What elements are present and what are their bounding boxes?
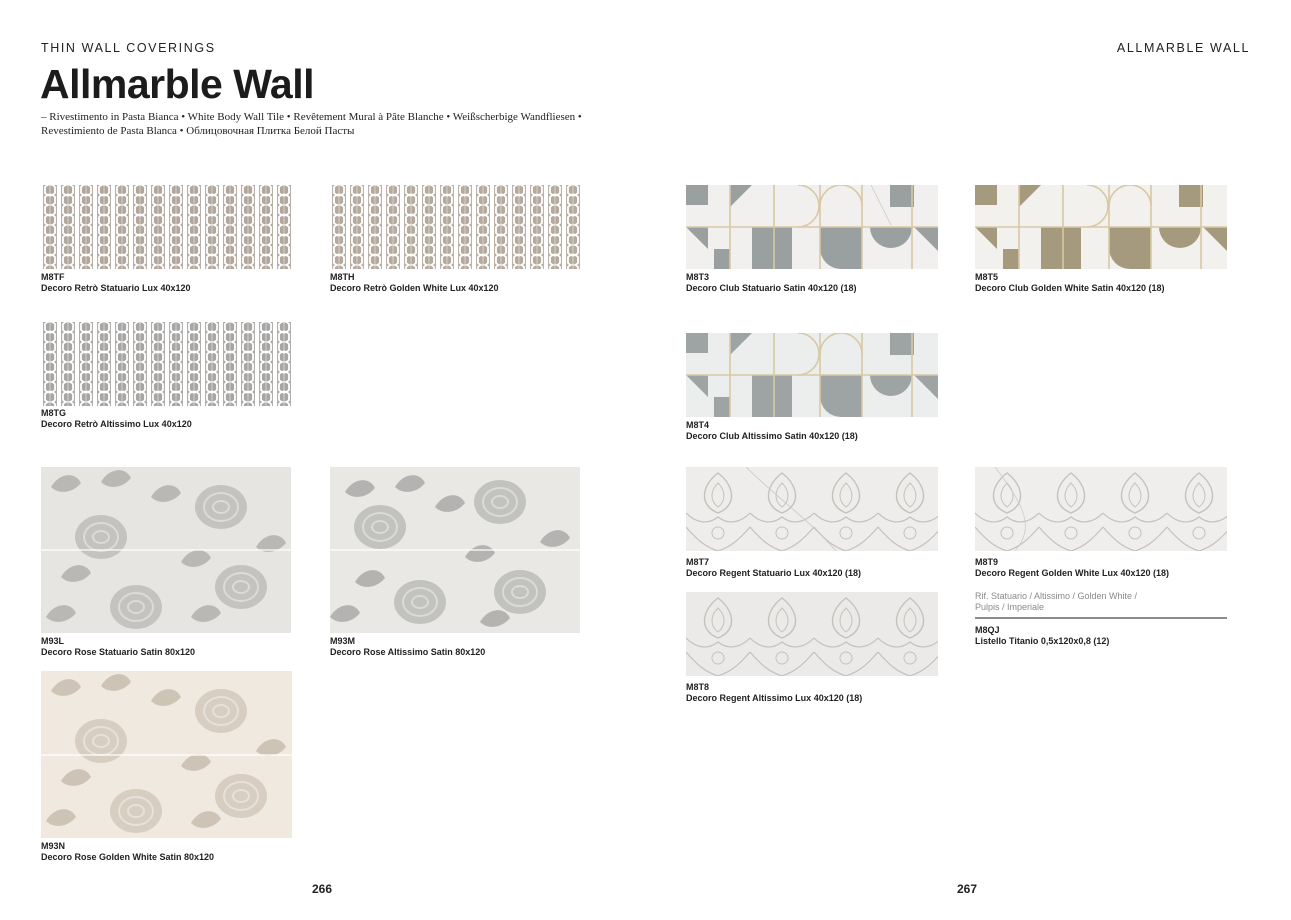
tile-m8t4-image xyxy=(686,333,938,417)
tile-m8t3-image xyxy=(686,185,938,269)
product-code: M8TG xyxy=(41,408,67,418)
product-code: M8T8 xyxy=(686,682,710,692)
tile-m8tf-image xyxy=(41,185,293,269)
listello-reference-note xyxy=(975,591,1175,613)
product-code: M93N xyxy=(41,841,66,851)
page-number-right: 267 xyxy=(957,882,978,896)
product-code: M8TH xyxy=(330,272,355,282)
tile-m8t8-image xyxy=(686,592,938,676)
tile-m93l-image xyxy=(41,467,291,633)
product-name: Decoro Regent Golden White Lux 40x120 (18) xyxy=(975,568,1170,578)
note-line: Pulpis / Imperiale xyxy=(975,602,1045,612)
product-code: M8T7 xyxy=(686,557,710,567)
product-name: Decoro Rose Golden White Satin 80x120 xyxy=(41,852,215,862)
tile-m93m-image xyxy=(330,467,580,633)
product-name: Decoro Club Golden White Satin 40x120 (18) xyxy=(975,283,1165,293)
listello-titanio-image xyxy=(975,617,1227,619)
tile-m8t9-image xyxy=(975,467,1227,551)
product-code: M8QJ xyxy=(975,625,1000,635)
product-name: Decoro Regent Statuario Lux 40x120 (18) xyxy=(686,568,862,578)
product-code: M8T5 xyxy=(975,272,999,282)
product-name: Decoro Rose Altissimo Satin 80x120 xyxy=(330,647,486,657)
note-line: Rif. Statuario / Altissimo / Golden White / xyxy=(975,591,1138,601)
subtitle-line: – Rivestimento in Pasta Bianca • White Body Wall Tile • Revêtement Mural à Pâte Blanche • Weißscherbige Wandfliesen • xyxy=(41,111,582,123)
product-code: M8T4 xyxy=(686,420,710,430)
product-name: Decoro Rose Statuario Satin 80x120 xyxy=(41,647,196,657)
tile-m8tg-image xyxy=(41,322,293,406)
product-name: Decoro Club Altissimo Satin 40x120 (18) xyxy=(686,431,858,441)
section-kicker: THIN WALL COVERINGS xyxy=(41,41,216,55)
subtitle-line: Revestimiento de Pasta Blanca • Облицовочная Плитка Белой Пасты xyxy=(41,125,355,137)
tile-m8t5-image xyxy=(975,185,1227,269)
product-name: Decoro Retrò Golden White Lux 40x120 xyxy=(330,283,499,293)
product-name: Decoro Retrò Altissimo Lux 40x120 xyxy=(41,419,192,429)
product-code: M93L xyxy=(41,636,65,646)
product-name: Decoro Regent Altissimo Lux 40x120 (18) xyxy=(686,693,863,703)
page-subtitle xyxy=(41,110,601,138)
product-code: M93M xyxy=(330,636,356,646)
tile-m8th-image xyxy=(330,185,581,269)
product-code: M8T9 xyxy=(975,557,999,567)
product-name: Decoro Retrò Statuario Lux 40x120 xyxy=(41,283,191,293)
product-code: M8T3 xyxy=(686,272,710,282)
product-name: Decoro Club Statuario Satin 40x120 (18) xyxy=(686,283,857,293)
product-code: M8TF xyxy=(41,272,65,282)
tile-m93n-image xyxy=(41,671,292,838)
collection-kicker: ALLMARBLE WALL xyxy=(1116,41,1250,55)
product-name: Listello Titanio 0,5x120x0,8 (12) xyxy=(975,636,1110,646)
page-title: Allmarble Wall xyxy=(40,61,314,107)
tile-m8t7-image xyxy=(686,467,938,551)
page-number-left: 266 xyxy=(312,882,333,896)
